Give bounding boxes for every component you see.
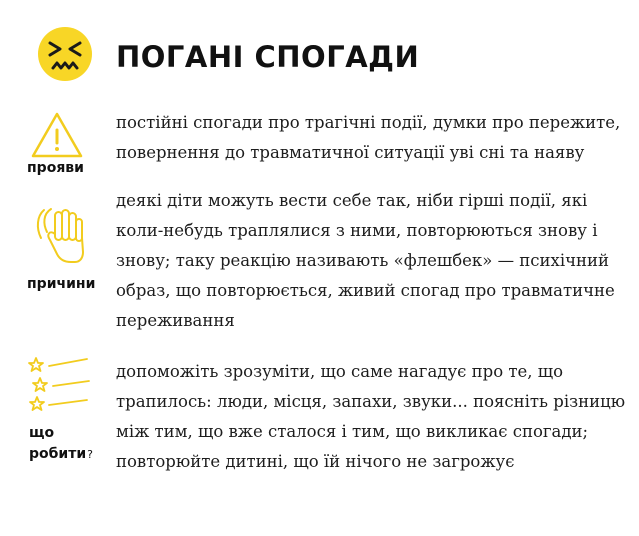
section-text-what-to-do [116,357,631,477]
confounded-face-emoji-icon [37,26,93,82]
section-label-todo [29,446,93,462]
text-line: повторюйте дитині, що їй нічого не загрожує [116,452,515,471]
section-text-causes [116,186,631,336]
text-line: між тим, що вже сталося і тим, що викликає спогади; [116,422,589,441]
text-line: деякі діти можуть вести себе так, ніби гірші події, які [116,191,588,210]
warning-triangle-icon [29,110,85,160]
question-mark: ? [87,448,93,461]
star-checklist-icon [27,355,95,417]
section-label-todo-text: робити [29,446,87,462]
text-line: образ, що повторюється, живий спогад про травматичне [116,281,615,300]
section-text-symptoms [116,108,631,168]
text-line: трапилось: люди, місця, запахи, звуки... поясніть різницю [116,392,626,411]
text-line: коли-небудь траплялися з ними, повторюються знову і [116,221,598,240]
page-title: ПОГАНІ СПОГАДИ [116,40,420,74]
text-line: знову; таку реакцію називають «флешбек» — психічний [116,251,610,270]
text-line: допоможіть зрозуміти, що саме нагадує про те, що [116,362,564,381]
section-label-causes: причини [27,276,96,292]
section-label-symptoms: прояви [27,160,84,176]
text-line: повернення до травматичної ситуації уві сні та наяву [116,143,585,162]
section-label-what: що [29,425,55,441]
text-line: переживання [116,311,235,330]
text-line: постійні спогади про трагічні події, думки про пережите, [116,113,621,132]
raised-hand-icon [33,204,87,270]
